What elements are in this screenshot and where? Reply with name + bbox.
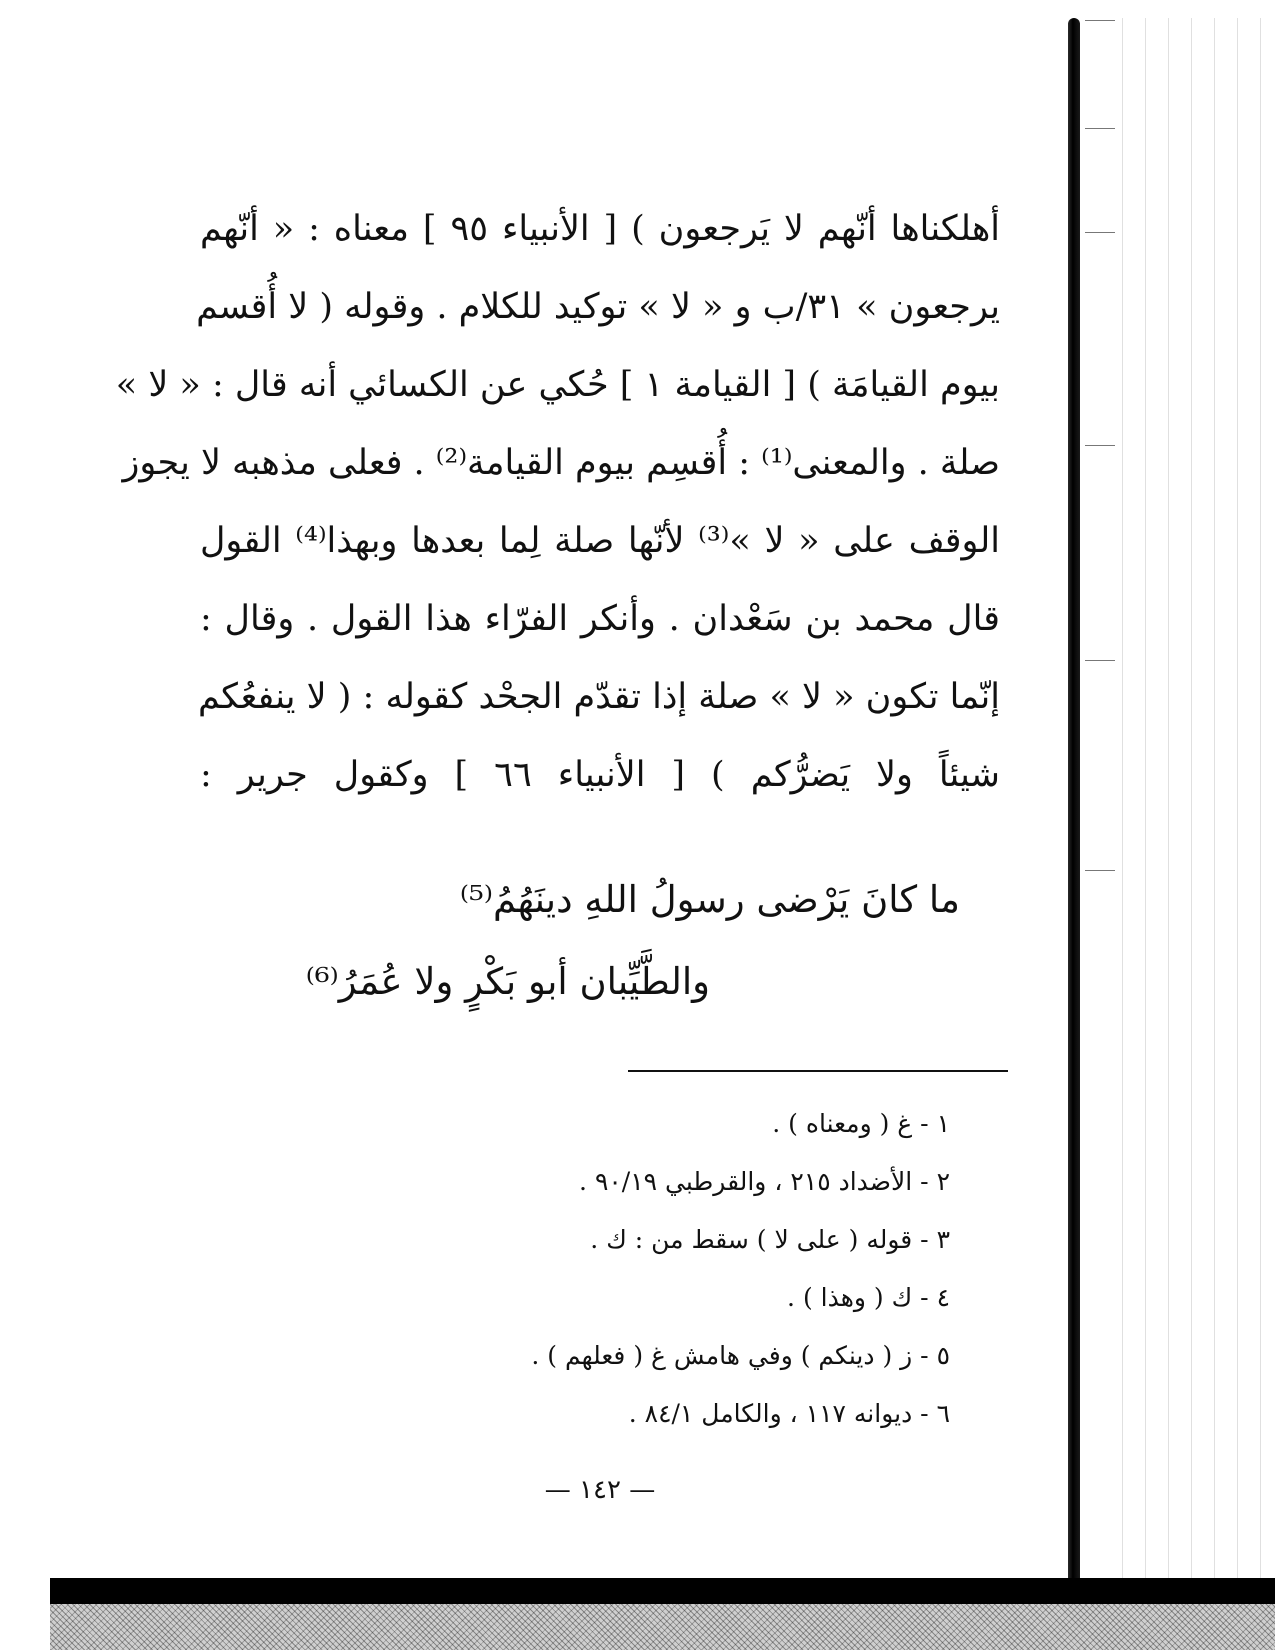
edge-mark [1085,128,1115,129]
edge-mark [1085,660,1115,661]
edge-mark [1085,870,1115,871]
text-line: صلة . والمعنى⁽¹⁾ : أُقسِم بيوم القيامة⁽²⁾ . فعلى مذهبه لا يجوز [122,443,1000,483]
text-line: قال محمد بن سَعْدان . وأنكر الفرّاء هذا القول . وقال : [200,599,1000,639]
footnote: ٦ - ديوانه ١١٧ ، والكامل ٨٤/١ . [628,1399,950,1428]
page-edge-stack [1100,18,1275,1578]
footnote: ٢ - الأضداد ٢١٥ ، والقرطبي ٩٠/١٩ . [579,1167,950,1196]
book-spine-shadow [1068,18,1080,1588]
edge-mark [1085,20,1115,21]
main-text-block [115,190,1001,814]
verse-second-hemistich: والطَّيِّبان أبو بَكْرٍ ولا عُمَرُ⁽⁶⁾ [305,960,710,1003]
edge-mark [1085,232,1115,233]
footnote: ٤ - ك ( وهذا ) . [787,1283,950,1312]
verse-first-hemistich: ما كانَ يَرْضى رسولُ اللهِ دينَهُمُ⁽⁵⁾ [459,878,960,921]
text-line: شيئاً ولا يَضرُّكم ) [ الأنبياء ٦٦ ] وكقول جرير : [200,755,1000,795]
text-line: بيوم القيامَة ) [ القيامة ١ ] حُكي عن الكسائي أنه قال : « لا » [115,365,1000,405]
page-number: — ١٤٢ — [544,1475,656,1505]
footnote: ١ - غ ( ومعناه ) . [772,1109,950,1138]
text-line: إنّما تكون « لا » صلة إذا تقدّم الجحْد كقوله : ( لا ينفعُكم [198,677,1000,717]
footnote-separator [628,1070,1008,1072]
edge-mark [1085,445,1115,446]
footnotes [430,1095,950,1443]
footnote: ٥ - ز ( دينكم ) وفي هامش غ ( فعلهم ) . [531,1341,950,1370]
footnote: ٣ - قوله ( على لا ) سقط من : ك . [590,1225,950,1254]
text-line: يرجعون » ٣١/ب و « لا » توكيد للكلام . وقوله ( لا أُقسم [196,287,1000,327]
scan-noise-strip [50,1604,1275,1650]
text-line: الوقف على « لا »⁽³⁾ لأنّها صلة لِما بعدها وبهذا⁽⁴⁾ القول [200,521,1001,561]
scan-bottom-band [50,1578,1275,1604]
text-line: أهلكناها أنّهم لا يَرجعون ) [ الأنبياء ٩٥ ] معناه : « أنّهم [200,209,1000,249]
